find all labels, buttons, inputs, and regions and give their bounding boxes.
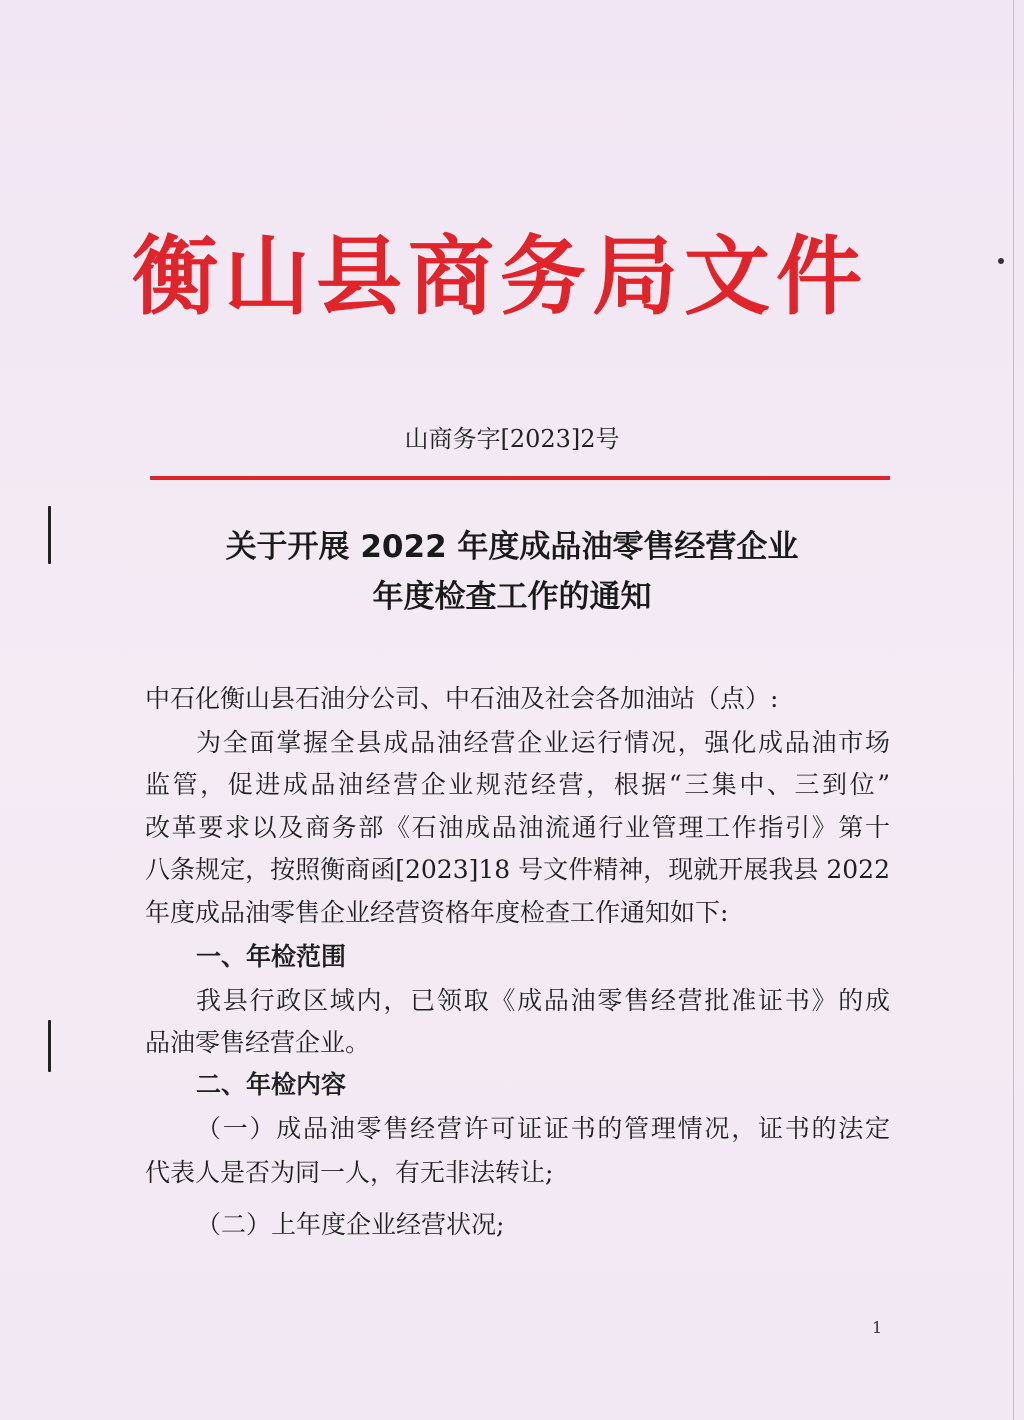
section-heading-scope: 一、年检范围 (196, 942, 347, 971)
notice-title-line-1: 关于开展 2022 年度成品油零售经营企业 (225, 529, 799, 565)
paragraph-line: 改革要求以及商务部《石油成品油流通行业管理工作指引》第十 (145, 813, 890, 842)
paragraph-line: 八条规定，按照衡商函[2023]18 号文件精神，现就开展我县 2022 (145, 855, 890, 884)
page-edge (1013, 0, 1014, 1420)
red-divider-rule (150, 476, 890, 480)
paragraph-line: 监管，促进成品油经营企业规范经营，根据“三集中、三到位” (145, 770, 890, 799)
list-item-line: （二）上年度企业经营状况; (196, 1210, 505, 1239)
addressee-line: 中石化衡山县石油分公司、中石油及社会各加油站（点）: (145, 684, 779, 713)
list-item-line: （一）成品油零售经营许可证证书的管理情况，证书的法定 (196, 1114, 890, 1143)
paragraph-line: 为全面掌握全县成品油经营企业运行情况，强化成品油市场 (196, 728, 890, 757)
section-heading-content: 二、年检内容 (196, 1070, 347, 1099)
paragraph-line: 年度成品油零售企业经营资格年度检查工作通知如下: (145, 898, 729, 927)
issuing-office-header: 衡山县商务局文件 (132, 226, 868, 327)
punch-dot (998, 258, 1004, 264)
list-item-line: 代表人是否为同一人，有无非法转让; (145, 1158, 554, 1187)
document-number: 山商务字[2023]2号 (404, 425, 620, 453)
notice-title-line-2: 年度检查工作的通知 (372, 579, 652, 615)
staple-mark (48, 1020, 51, 1072)
paragraph-line: 品油零售经营企业。 (145, 1028, 371, 1057)
staple-mark (48, 506, 51, 564)
page-number: 1 (872, 1318, 883, 1337)
paragraph-line: 我县行政区域内，已领取《成品油零售经营批准证书》的成 (196, 986, 890, 1015)
